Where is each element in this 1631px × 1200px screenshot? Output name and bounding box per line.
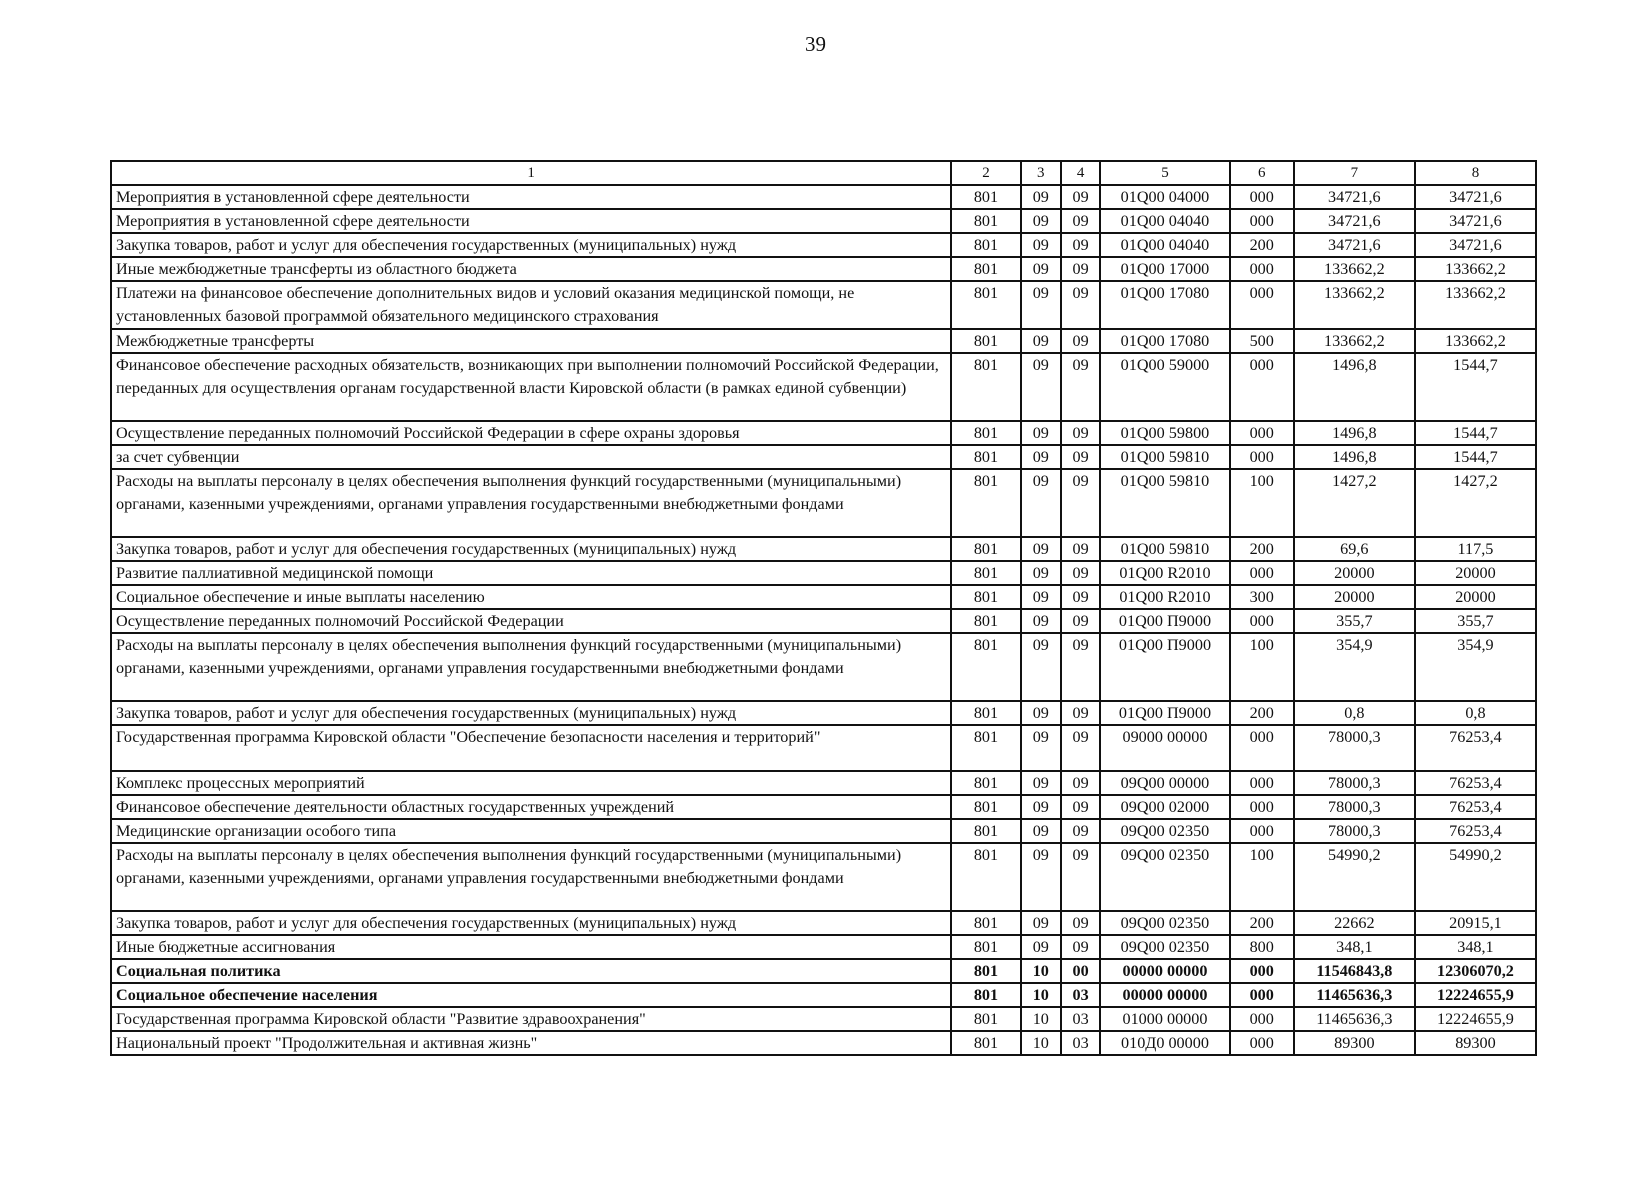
target-code-cell: 01000 00000 <box>1100 1007 1229 1031</box>
code-2-cell: 801 <box>951 233 1020 257</box>
amount-8-cell: 34721,6 <box>1415 185 1536 209</box>
target-code-cell: 01Q00 17000 <box>1100 257 1229 281</box>
table-row <box>111 353 1536 421</box>
subsection-code-cell: 09 <box>1061 819 1100 843</box>
column-header: 7 <box>1294 161 1415 185</box>
code-2-cell: 801 <box>951 445 1020 469</box>
expense-type-cell: 000 <box>1230 561 1294 585</box>
expense-type-cell: 000 <box>1230 771 1294 795</box>
amount-8-cell: 133662,2 <box>1415 329 1536 353</box>
row-name-cell: Иные бюджетные ассигнования <box>111 935 951 959</box>
amount-7-cell: 78000,3 <box>1294 819 1415 843</box>
expense-type-cell: 200 <box>1230 911 1294 935</box>
code-2-cell: 801 <box>951 209 1020 233</box>
section-code-cell: 09 <box>1021 771 1061 795</box>
amount-8-cell: 20000 <box>1415 561 1536 585</box>
amount-7-cell: 1496,8 <box>1294 353 1415 421</box>
amount-7-cell: 354,9 <box>1294 633 1415 701</box>
table-row <box>111 1007 1536 1031</box>
subsection-code-cell: 09 <box>1061 329 1100 353</box>
subsection-code-cell: 09 <box>1061 281 1100 329</box>
row-name-cell: Платежи на финансовое обеспечение дополнительных видов и условий оказания медицинской помощи, не установленных базовой программой обязательного медицинского страхования <box>111 281 951 329</box>
amount-8-cell: 0,8 <box>1415 701 1536 725</box>
target-code-cell: 01Q00 R2010 <box>1100 561 1229 585</box>
subsection-code-cell: 09 <box>1061 701 1100 725</box>
amount-8-cell: 133662,2 <box>1415 257 1536 281</box>
row-name-cell: Мероприятия в установленной сфере деятельности <box>111 185 951 209</box>
header-row <box>111 161 1536 185</box>
amount-8-cell: 76253,4 <box>1415 795 1536 819</box>
section-code-cell: 09 <box>1021 843 1061 911</box>
row-name-cell: Закупка товаров, работ и услуг для обеспечения государственных (муниципальных) нужд <box>111 537 951 561</box>
row-name-cell: Социальное обеспечение и иные выплаты населению <box>111 585 951 609</box>
row-name-cell: за счет субвенции <box>111 445 951 469</box>
expense-type-cell: 000 <box>1230 421 1294 445</box>
target-code-cell: 01Q00 П9000 <box>1100 609 1229 633</box>
subsection-code-cell: 09 <box>1061 609 1100 633</box>
column-header: 2 <box>951 161 1020 185</box>
expense-type-cell: 000 <box>1230 257 1294 281</box>
amount-8-cell: 1544,7 <box>1415 353 1536 421</box>
subsection-code-cell: 09 <box>1061 421 1100 445</box>
amount-8-cell: 1544,7 <box>1415 421 1536 445</box>
column-header: 5 <box>1100 161 1229 185</box>
code-2-cell: 801 <box>951 843 1020 911</box>
target-code-cell: 01Q00 17080 <box>1100 281 1229 329</box>
table-row <box>111 233 1536 257</box>
subsection-code-cell: 09 <box>1061 353 1100 421</box>
amount-7-cell: 348,1 <box>1294 935 1415 959</box>
table-row <box>111 185 1536 209</box>
table-row <box>111 725 1536 771</box>
subsection-code-cell: 03 <box>1061 1007 1100 1031</box>
table-row <box>111 209 1536 233</box>
section-code-cell: 09 <box>1021 537 1061 561</box>
row-name-cell: Развитие паллиативной медицинской помощи <box>111 561 951 585</box>
amount-7-cell: 20000 <box>1294 561 1415 585</box>
code-2-cell: 801 <box>951 561 1020 585</box>
expense-type-cell: 000 <box>1230 609 1294 633</box>
target-code-cell: 010Д0 00000 <box>1100 1031 1229 1055</box>
section-code-cell: 09 <box>1021 421 1061 445</box>
target-code-cell: 09Q00 02350 <box>1100 935 1229 959</box>
amount-7-cell: 89300 <box>1294 1031 1415 1055</box>
row-name-cell: Государственная программа Кировской области "Обеспечение безопасности населения и территорий" <box>111 725 951 771</box>
section-code-cell: 09 <box>1021 561 1061 585</box>
target-code-cell: 01Q00 R2010 <box>1100 585 1229 609</box>
amount-8-cell: 20000 <box>1415 585 1536 609</box>
code-2-cell: 801 <box>951 1007 1020 1031</box>
table-row <box>111 935 1536 959</box>
amount-8-cell: 117,5 <box>1415 537 1536 561</box>
expense-type-cell: 200 <box>1230 233 1294 257</box>
amount-7-cell: 69,6 <box>1294 537 1415 561</box>
subsection-code-cell: 09 <box>1061 771 1100 795</box>
amount-7-cell: 34721,6 <box>1294 209 1415 233</box>
amount-8-cell: 355,7 <box>1415 609 1536 633</box>
row-name-cell: Финансовое обеспечение расходных обязательств, возникающих при выполнении полномочий Российской Федерации, переданных для осуществления органам государственной власти Кировской области (в рамках единой субвенции) <box>111 353 951 421</box>
table-row <box>111 983 1536 1007</box>
target-code-cell: 01Q00 59810 <box>1100 469 1229 537</box>
target-code-cell: 09Q00 00000 <box>1100 771 1229 795</box>
code-2-cell: 801 <box>951 329 1020 353</box>
amount-7-cell: 20000 <box>1294 585 1415 609</box>
subsection-code-cell: 09 <box>1061 935 1100 959</box>
subsection-code-cell: 09 <box>1061 911 1100 935</box>
target-code-cell: 01Q00 59000 <box>1100 353 1229 421</box>
section-code-cell: 09 <box>1021 185 1061 209</box>
amount-7-cell: 11465636,3 <box>1294 983 1415 1007</box>
expense-type-cell: 000 <box>1230 445 1294 469</box>
expense-type-cell: 100 <box>1230 843 1294 911</box>
code-2-cell: 801 <box>951 585 1020 609</box>
table-row <box>111 819 1536 843</box>
section-code-cell: 09 <box>1021 257 1061 281</box>
target-code-cell: 01Q00 П9000 <box>1100 701 1229 725</box>
table-row <box>111 843 1536 911</box>
code-2-cell: 801 <box>951 819 1020 843</box>
table-row <box>111 421 1536 445</box>
column-header: 6 <box>1230 161 1294 185</box>
amount-7-cell: 0,8 <box>1294 701 1415 725</box>
amount-7-cell: 34721,6 <box>1294 185 1415 209</box>
code-2-cell: 801 <box>951 701 1020 725</box>
table-row <box>111 585 1536 609</box>
expense-type-cell: 000 <box>1230 281 1294 329</box>
table-row <box>111 771 1536 795</box>
amount-7-cell: 11546843,8 <box>1294 959 1415 983</box>
code-2-cell: 801 <box>951 1031 1020 1055</box>
row-name-cell: Комплекс процессных мероприятий <box>111 771 951 795</box>
amount-7-cell: 1427,2 <box>1294 469 1415 537</box>
section-code-cell: 09 <box>1021 819 1061 843</box>
section-code-cell: 09 <box>1021 911 1061 935</box>
target-code-cell: 01Q00 59810 <box>1100 445 1229 469</box>
target-code-cell: 01Q00 17080 <box>1100 329 1229 353</box>
section-code-cell: 09 <box>1021 329 1061 353</box>
code-2-cell: 801 <box>951 353 1020 421</box>
amount-8-cell: 1427,2 <box>1415 469 1536 537</box>
target-code-cell: 01Q00 04000 <box>1100 185 1229 209</box>
expense-type-cell: 100 <box>1230 469 1294 537</box>
subsection-code-cell: 09 <box>1061 445 1100 469</box>
row-name-cell: Мероприятия в установленной сфере деятельности <box>111 209 951 233</box>
amount-8-cell: 12224655,9 <box>1415 983 1536 1007</box>
amount-7-cell: 1496,8 <box>1294 421 1415 445</box>
expense-type-cell: 800 <box>1230 935 1294 959</box>
code-2-cell: 801 <box>951 257 1020 281</box>
section-code-cell: 09 <box>1021 353 1061 421</box>
subsection-code-cell: 09 <box>1061 233 1100 257</box>
code-2-cell: 801 <box>951 795 1020 819</box>
amount-8-cell: 76253,4 <box>1415 771 1536 795</box>
subsection-code-cell: 03 <box>1061 1031 1100 1055</box>
amount-8-cell: 1544,7 <box>1415 445 1536 469</box>
section-code-cell: 09 <box>1021 701 1061 725</box>
code-2-cell: 801 <box>951 771 1020 795</box>
table-row <box>111 561 1536 585</box>
table-row <box>111 1031 1536 1055</box>
table-row <box>111 257 1536 281</box>
expense-type-cell: 200 <box>1230 701 1294 725</box>
section-code-cell: 09 <box>1021 445 1061 469</box>
amount-7-cell: 78000,3 <box>1294 771 1415 795</box>
row-name-cell: Расходы на выплаты персоналу в целях обеспечения выполнения функций государственными (муниципальными) органами, казенными учреждениями, органами управления государственными внебюджетными фондами <box>111 633 951 701</box>
section-code-cell: 09 <box>1021 209 1061 233</box>
section-code-cell: 09 <box>1021 795 1061 819</box>
amount-7-cell: 22662 <box>1294 911 1415 935</box>
subsection-code-cell: 09 <box>1061 725 1100 771</box>
code-2-cell: 801 <box>951 609 1020 633</box>
amount-8-cell: 12306070,2 <box>1415 959 1536 983</box>
subsection-code-cell: 09 <box>1061 585 1100 609</box>
target-code-cell: 09Q00 02000 <box>1100 795 1229 819</box>
code-2-cell: 801 <box>951 911 1020 935</box>
subsection-code-cell: 09 <box>1061 795 1100 819</box>
row-name-cell: Медицинские организации особого типа <box>111 819 951 843</box>
table-row <box>111 329 1536 353</box>
amount-7-cell: 355,7 <box>1294 609 1415 633</box>
page-number: 39 <box>805 32 826 56</box>
table-row <box>111 469 1536 537</box>
section-code-cell: 09 <box>1021 935 1061 959</box>
table-row <box>111 281 1536 329</box>
amount-8-cell: 20915,1 <box>1415 911 1536 935</box>
row-name-cell: Национальный проект "Продолжительная и активная жизнь" <box>111 1031 951 1055</box>
amount-8-cell: 34721,6 <box>1415 209 1536 233</box>
row-name-cell: Закупка товаров, работ и услуг для обеспечения государственных (муниципальных) нужд <box>111 701 951 725</box>
target-code-cell: 09000 00000 <box>1100 725 1229 771</box>
expense-type-cell: 200 <box>1230 537 1294 561</box>
row-name-cell: Осуществление переданных полномочий Российской Федерации <box>111 609 951 633</box>
amount-8-cell: 76253,4 <box>1415 819 1536 843</box>
section-code-cell: 09 <box>1021 233 1061 257</box>
subsection-code-cell: 09 <box>1061 537 1100 561</box>
section-code-cell: 09 <box>1021 585 1061 609</box>
amount-7-cell: 78000,3 <box>1294 795 1415 819</box>
row-name-cell: Осуществление переданных полномочий Российской Федерации в сфере охраны здоровья <box>111 421 951 445</box>
subsection-code-cell: 09 <box>1061 257 1100 281</box>
row-name-cell: Расходы на выплаты персоналу в целях обеспечения выполнения функций государственными (муниципальными) органами, казенными учреждениями, органами управления государственными внебюджетными фондами <box>111 843 951 911</box>
column-header: 8 <box>1415 161 1536 185</box>
row-name-cell: Закупка товаров, работ и услуг для обеспечения государственных (муниципальных) нужд <box>111 911 951 935</box>
table-row <box>111 911 1536 935</box>
target-code-cell: 01Q00 59810 <box>1100 537 1229 561</box>
amount-8-cell: 34721,6 <box>1415 233 1536 257</box>
section-code-cell: 10 <box>1021 1031 1061 1055</box>
amount-7-cell: 133662,2 <box>1294 329 1415 353</box>
column-header: 4 <box>1061 161 1100 185</box>
amount-7-cell: 54990,2 <box>1294 843 1415 911</box>
target-code-cell: 01Q00 П9000 <box>1100 633 1229 701</box>
expense-type-cell: 000 <box>1230 1007 1294 1031</box>
target-code-cell: 00000 00000 <box>1100 959 1229 983</box>
amount-7-cell: 1496,8 <box>1294 445 1415 469</box>
code-2-cell: 801 <box>951 537 1020 561</box>
target-code-cell: 01Q00 59800 <box>1100 421 1229 445</box>
row-name-cell: Межбюджетные трансферты <box>111 329 951 353</box>
amount-8-cell: 354,9 <box>1415 633 1536 701</box>
expense-type-cell: 000 <box>1230 185 1294 209</box>
expense-type-cell: 100 <box>1230 633 1294 701</box>
amount-8-cell: 12224655,9 <box>1415 1007 1536 1031</box>
budget-table <box>110 160 1537 1056</box>
subsection-code-cell: 09 <box>1061 185 1100 209</box>
amount-8-cell: 76253,4 <box>1415 725 1536 771</box>
subsection-code-cell: 09 <box>1061 469 1100 537</box>
target-code-cell: 09Q00 02350 <box>1100 843 1229 911</box>
row-name-cell: Социальное обеспечение населения <box>111 983 951 1007</box>
expense-type-cell: 000 <box>1230 959 1294 983</box>
expense-type-cell: 000 <box>1230 819 1294 843</box>
row-name-cell: Финансовое обеспечение деятельности областных государственных учреждений <box>111 795 951 819</box>
amount-7-cell: 11465636,3 <box>1294 1007 1415 1031</box>
target-code-cell: 01Q00 04040 <box>1100 209 1229 233</box>
row-name-cell: Государственная программа Кировской области "Развитие здравоохранения" <box>111 1007 951 1031</box>
subsection-code-cell: 00 <box>1061 959 1100 983</box>
target-code-cell: 09Q00 02350 <box>1100 911 1229 935</box>
code-2-cell: 801 <box>951 469 1020 537</box>
target-code-cell: 01Q00 04040 <box>1100 233 1229 257</box>
amount-8-cell: 133662,2 <box>1415 281 1536 329</box>
section-code-cell: 10 <box>1021 983 1061 1007</box>
row-name-cell: Расходы на выплаты персоналу в целях обеспечения выполнения функций государственными (муниципальными) органами, казенными учреждениями, органами управления государственными внебюджетными фондами <box>111 469 951 537</box>
table-body <box>111 185 1536 1055</box>
subsection-code-cell: 09 <box>1061 209 1100 233</box>
section-code-cell: 09 <box>1021 725 1061 771</box>
expense-type-cell: 500 <box>1230 329 1294 353</box>
row-name-cell: Социальная политика <box>111 959 951 983</box>
table-row <box>111 701 1536 725</box>
expense-type-cell: 000 <box>1230 725 1294 771</box>
expense-type-cell: 300 <box>1230 585 1294 609</box>
subsection-code-cell: 03 <box>1061 983 1100 1007</box>
amount-8-cell: 348,1 <box>1415 935 1536 959</box>
section-code-cell: 09 <box>1021 609 1061 633</box>
code-2-cell: 801 <box>951 959 1020 983</box>
amount-7-cell: 34721,6 <box>1294 233 1415 257</box>
table-row <box>111 609 1536 633</box>
amount-7-cell: 133662,2 <box>1294 257 1415 281</box>
amount-8-cell: 54990,2 <box>1415 843 1536 911</box>
code-2-cell: 801 <box>951 281 1020 329</box>
subsection-code-cell: 09 <box>1061 843 1100 911</box>
amount-8-cell: 89300 <box>1415 1031 1536 1055</box>
section-code-cell: 10 <box>1021 959 1061 983</box>
expense-type-cell: 000 <box>1230 1031 1294 1055</box>
row-name-cell: Закупка товаров, работ и услуг для обеспечения государственных (муниципальных) нужд <box>111 233 951 257</box>
expense-type-cell: 000 <box>1230 209 1294 233</box>
table-row <box>111 445 1536 469</box>
expense-type-cell: 000 <box>1230 983 1294 1007</box>
subsection-code-cell: 09 <box>1061 633 1100 701</box>
expense-type-cell: 000 <box>1230 795 1294 819</box>
code-2-cell: 801 <box>951 935 1020 959</box>
target-code-cell: 00000 00000 <box>1100 983 1229 1007</box>
subsection-code-cell: 09 <box>1061 561 1100 585</box>
code-2-cell: 801 <box>951 421 1020 445</box>
expense-type-cell: 000 <box>1230 353 1294 421</box>
code-2-cell: 801 <box>951 983 1020 1007</box>
section-code-cell: 10 <box>1021 1007 1061 1031</box>
target-code-cell: 09Q00 02350 <box>1100 819 1229 843</box>
table-row <box>111 633 1536 701</box>
amount-7-cell: 78000,3 <box>1294 725 1415 771</box>
table-row <box>111 795 1536 819</box>
row-name-cell: Иные межбюджетные трансферты из областного бюджета <box>111 257 951 281</box>
code-2-cell: 801 <box>951 725 1020 771</box>
amount-7-cell: 133662,2 <box>1294 281 1415 329</box>
table-row <box>111 959 1536 983</box>
column-header: 3 <box>1021 161 1061 185</box>
section-code-cell: 09 <box>1021 281 1061 329</box>
code-2-cell: 801 <box>951 185 1020 209</box>
code-2-cell: 801 <box>951 633 1020 701</box>
table-row <box>111 537 1536 561</box>
column-header: 1 <box>111 161 951 185</box>
section-code-cell: 09 <box>1021 633 1061 701</box>
section-code-cell: 09 <box>1021 469 1061 537</box>
